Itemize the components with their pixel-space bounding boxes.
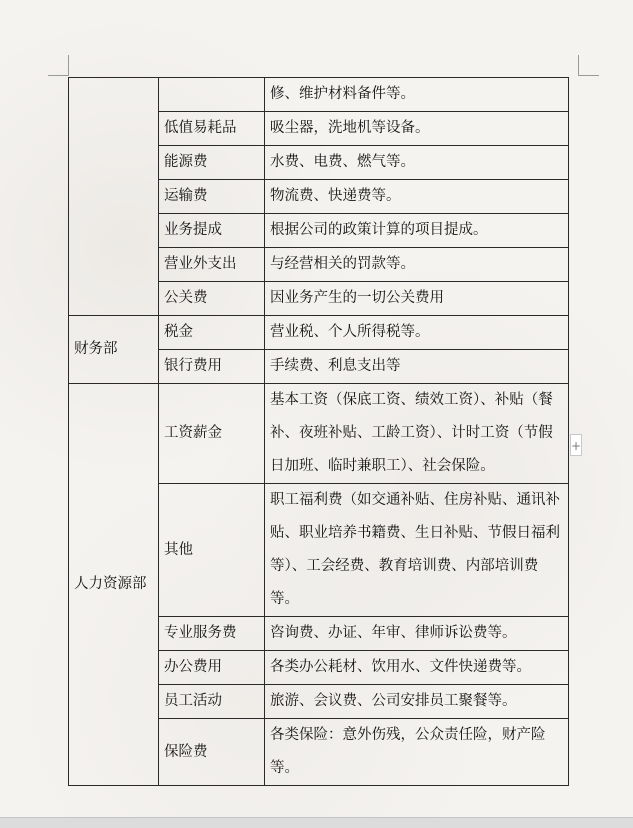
desc-cell: 各类保险：意外伤残，公众责任险，财产险等。 — [265, 719, 569, 786]
item-cell: 低值易耗品 — [159, 112, 265, 146]
item-cell: 税金 — [159, 316, 265, 350]
table-row — [69, 78, 569, 112]
desc-cell: 各类办公耗材、饮用水、文件快递费等。 — [265, 651, 569, 685]
desc-cell: 与经营相关的罚款等。 — [265, 248, 569, 282]
item-cell: 办公费用 — [159, 651, 265, 685]
desc-cell: 基本工资（保底工资、绩效工资）、补贴（餐补、夜班补贴、工龄工资）、计时工资（节假日加班、临时兼职工）、社会保险。 — [265, 384, 569, 484]
item-cell: 工资薪金 — [159, 384, 265, 484]
item-cell: 业务提成 — [159, 214, 265, 248]
window-bottom-edge — [0, 817, 633, 828]
item-cell: 运输费 — [159, 180, 265, 214]
expense-table — [68, 77, 569, 786]
item-cell: 公关费 — [159, 282, 265, 316]
dept-cell-empty — [69, 78, 159, 316]
desc-cell: 水费、电费、燃气等。 — [265, 146, 569, 180]
desc-cell: 职工福利费（如交通补贴、住房补贴、通讯补贴、职业培养书籍费、生日补贴、节假日福利等）、工会经费、教育培训费、内部培训费等。 — [265, 484, 569, 617]
table-row — [69, 384, 569, 484]
item-cell: 能源费 — [159, 146, 265, 180]
item-cell: 员工活动 — [159, 685, 265, 719]
page-corner-mark-top-left — [48, 55, 69, 76]
item-cell: 专业服务费 — [159, 617, 265, 651]
desc-cell: 根据公司的政策计算的项目提成。 — [265, 214, 569, 248]
table-add-column-handle[interactable] — [570, 434, 582, 456]
desc-cell: 修、维护材料备件等。 — [265, 78, 569, 112]
table-row — [69, 316, 569, 350]
plus-icon: + — [571, 439, 582, 453]
item-cell: 营业外支出 — [159, 248, 265, 282]
dept-cell-finance: 财务部 — [69, 316, 159, 384]
desc-cell: 营业税、个人所得税等。 — [265, 316, 569, 350]
item-cell: 其他 — [159, 484, 265, 617]
item-cell — [159, 78, 265, 112]
desc-cell: 物流费、快递费等。 — [265, 180, 569, 214]
page-corner-mark-top-right — [578, 55, 599, 76]
desc-cell: 旅游、会议费、公司安排员工聚餐等。 — [265, 685, 569, 719]
desc-cell: 吸尘器，洗地机等设备。 — [265, 112, 569, 146]
dept-cell-hr: 人力资源部 — [69, 384, 159, 786]
item-cell: 银行费用 — [159, 350, 265, 384]
desc-cell: 手续费、利息支出等 — [265, 350, 569, 384]
item-cell: 保险费 — [159, 719, 265, 786]
desc-cell: 咨询费、办证、年审、律师诉讼费等。 — [265, 617, 569, 651]
desc-cell: 因业务产生的一切公关费用 — [265, 282, 569, 316]
